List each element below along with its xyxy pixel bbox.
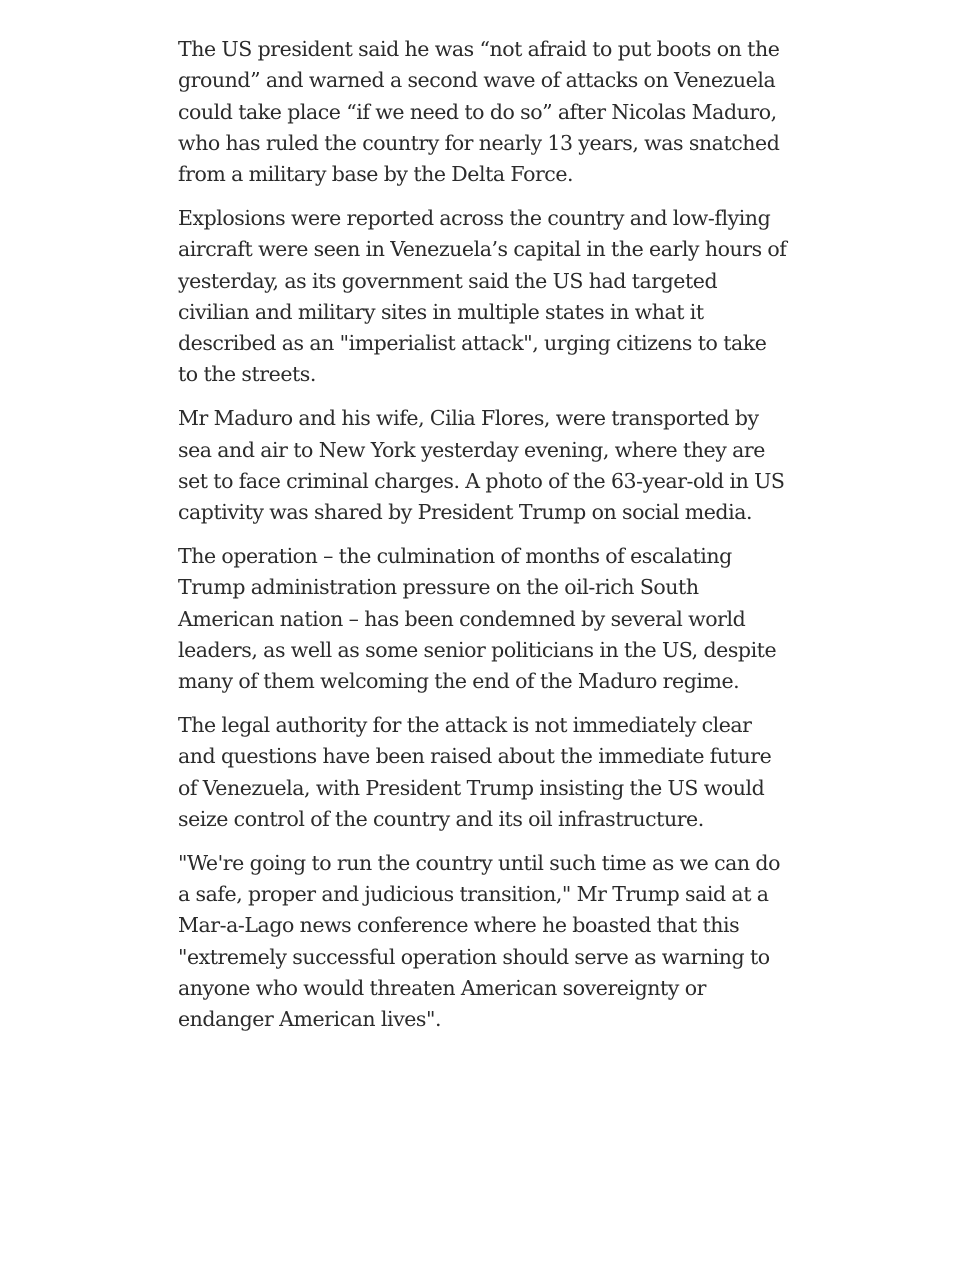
article-paragraph-1: The US president said he was “not afraid to put boots on the ground” and warned a second wave of attacks on Venezuela could take place “if we need to do so” after Nicolas Maduro, who has ruled the country for nearly 13 years, was snatched from a military base by the Delta Force. bbox=[178, 37, 780, 187]
article-paragraph-5: The legal authority for the attack is not immediately clear and questions have been raised about the immediate future of Venezuela, with President Trump insisting the US would seize control of the country and its oil infrastructure. bbox=[178, 712, 772, 831]
article-paragraph-6: "We're going to run the country until such time as we can do a safe, proper and judicious transition," Mr Trump said at a Mar-a-Lago news conference where he boasted that this "extremely successful operation should serve as warning to anyone who would threaten American sovereignty or endanger American lives". bbox=[178, 850, 780, 1032]
article-paragraph-3: Mr Maduro and his wife, Cilia Flores, were transported by sea and air to New York yesterday evening, where they are set to face criminal charges. A photo of the 63-year-old in US captivity was shared by President Trump on social media. bbox=[178, 406, 785, 525]
article-body bbox=[178, 34, 788, 1048]
article-paragraph-2: Explosions were reported across the country and low-flying aircraft were seen in Venezuela’s capital in the early hours of yesterday, as its government said the US had targeted civilian and military sites in multiple states in what it described as an "imperialist attack", urging citizens to take to the streets. bbox=[178, 205, 787, 387]
article-paragraph-4: The operation – the culmination of months of escalating Trump administration pressure on the oil-rich South American nation – has been condemned by several world leaders, as well as some senior politicians in the US, despite many of them welcoming the end of the Maduro regime. bbox=[178, 543, 777, 694]
